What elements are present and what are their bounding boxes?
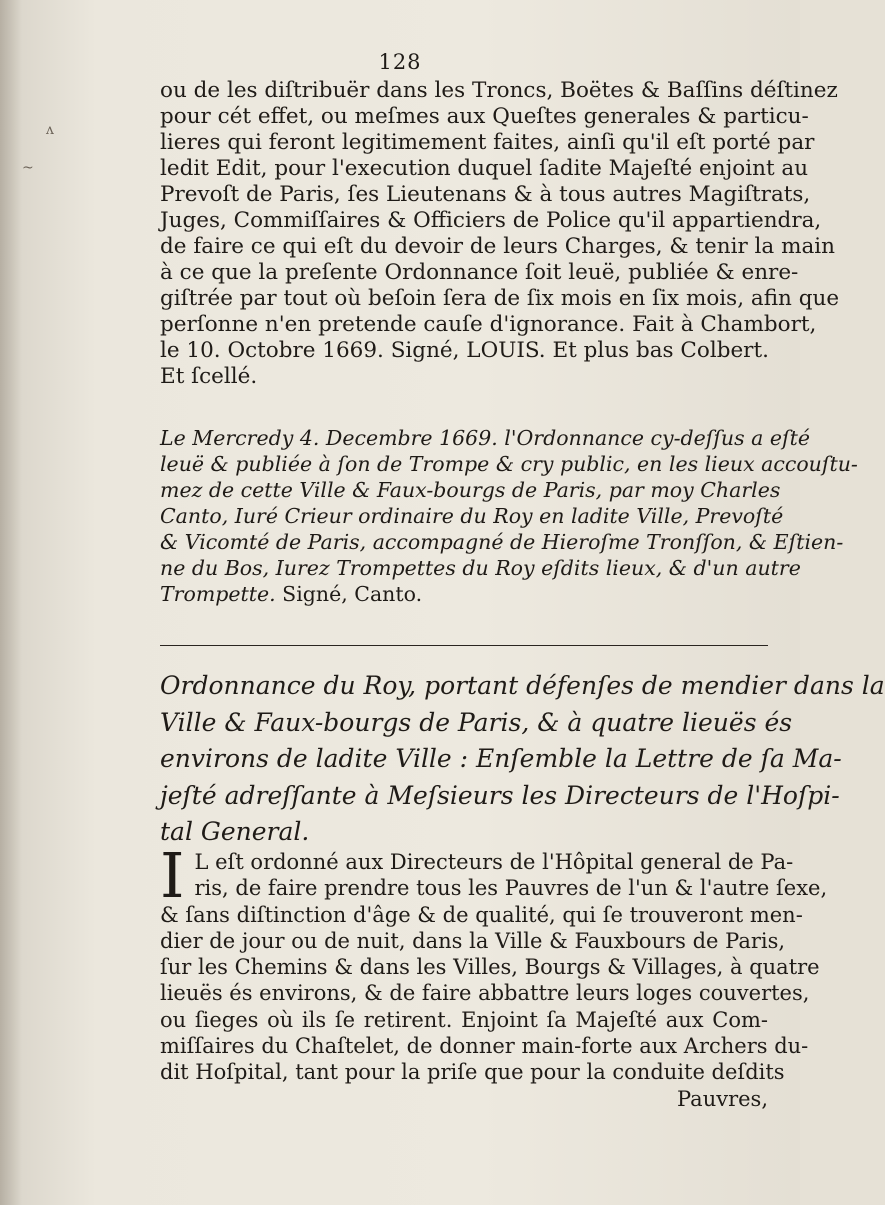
title-line: jeſté adreſſante à Meſsieurs les Directeurs de l'Hoſpi- — [160, 780, 840, 810]
drop-cap: I — [160, 839, 185, 912]
body-line: ris, de faire prendre tous les Pauvres de l'un & l'autre ſexe, — [194, 876, 828, 901]
text-line: lieres qui feront legitimement faites, ainſi qu'il eſt porté par — [160, 130, 815, 155]
notice-line: leuë & publiée à ſon de Trompe & cry public, en les lieux accouſtu- — [160, 452, 858, 476]
notice-line: Le Mercredy 4. Decembre 1669. l'Ordonnance cy-deſſus a eſté — [160, 426, 810, 450]
title-line: Ville & Faux-bourgs de Paris, & à quatre lieuës és — [160, 707, 793, 737]
margin-mark-1: ʌ — [46, 122, 54, 138]
text-line: à ce que la preſente Ordonnance ſoit leuë, publiée & enre- — [160, 260, 799, 285]
notice-line: ne du Bos, Iurez Trompettes du Roy eſdits lieux, & d'un autre — [160, 556, 801, 580]
title-line: Ordonnance du Roy, portant défenſes de mendier dans la — [160, 671, 885, 700]
body-line: & ſans diſtinction d'âge & de qualité, qui ſe trouveront men- — [160, 902, 803, 927]
text-line: Et ſcellé. — [160, 364, 258, 389]
margin-mark-2: ~ — [22, 160, 34, 176]
catchword: Pauvres, — [676, 1086, 768, 1111]
text-line: giſtrée par tout où beſoin ſera de ſix mois en ſix mois, afin que — [160, 286, 840, 311]
body-line: dier de jour ou de nuit, dans la Ville & Fauxbours de Paris, — [160, 928, 786, 953]
notice-line: mez de cette Ville & Faux-bourgs de Paris, par moy Charles — [160, 478, 781, 502]
publication-notice — [160, 425, 858, 607]
ordinance-title — [160, 668, 885, 851]
text-line: de faire ce qui eſt du devoir de leurs Charges, & tenir la main — [160, 234, 836, 259]
body-line: ou ſieges où ils ſe retirent. Enjoint ſa Majeſté aux Com- — [160, 1007, 768, 1032]
title-line: tal General. — [160, 817, 310, 846]
text-line: pour cét effet, ou meſmes aux Queſtes generales & particu- — [160, 104, 809, 129]
text-line: perſonne n'en pretende cauſe d'ignorance. Fait à Chambort, — [160, 312, 817, 337]
text-line: ou de les diſtribuër dans les Troncs, Boëtes & Baſſins déſtinez — [160, 78, 838, 103]
text-line: Juges, Commiſſaires & Officiers de Police qu'il appartiendra, — [160, 208, 822, 233]
body-line: L eſt ordonné aux Directeurs de l'Hôpital general de Pa- — [194, 850, 794, 874]
title-line: environs de ladite Ville : Enſemble la Lettre de ſa Ma- — [160, 744, 842, 773]
gutter-shadow — [0, 0, 22, 1205]
notice-signature: Signé, Canto. — [282, 582, 423, 606]
notice-last-line — [160, 581, 768, 607]
body-line: lieuës és environs, & de faire abbattre leurs loges couvertes, — [160, 981, 810, 1006]
page-number: 128 — [378, 50, 422, 74]
text-line: le 10. Octobre 1669. Signé, LOUIS. Et plus bas Colbert. — [160, 338, 769, 363]
edict-end-paragraph — [160, 78, 840, 390]
body-line: dit Hoſpital, tant pour la priſe que pour la conduite deſdits — [160, 1060, 785, 1085]
ordinance-body — [160, 839, 828, 1112]
text-line: Prevoſt de Paris, ſes Lieutenans & à tous autres Magiſtrats, — [160, 182, 811, 207]
notice-line: & Vicomté de Paris, accompagné de Hieroſme Tronſſon, & Eſtien- — [160, 530, 844, 554]
notice-line: Canto, Iuré Crieur ordinaire du Roy en ladite Ville, Prevoſté — [160, 504, 784, 528]
notice-trompette: Trompette. — [160, 582, 276, 606]
body-line: ſur les Chemins & dans les Villes, Bourgs & Villages, à quatre — [160, 955, 820, 980]
text-line: ledit Edit, pour l'execution duquel ſadite Majeſté enjoint au — [160, 156, 809, 181]
body-line: miſſaires du Chaſtelet, de donner main-forte aux Archers du- — [160, 1034, 809, 1059]
section-divider — [160, 645, 768, 646]
